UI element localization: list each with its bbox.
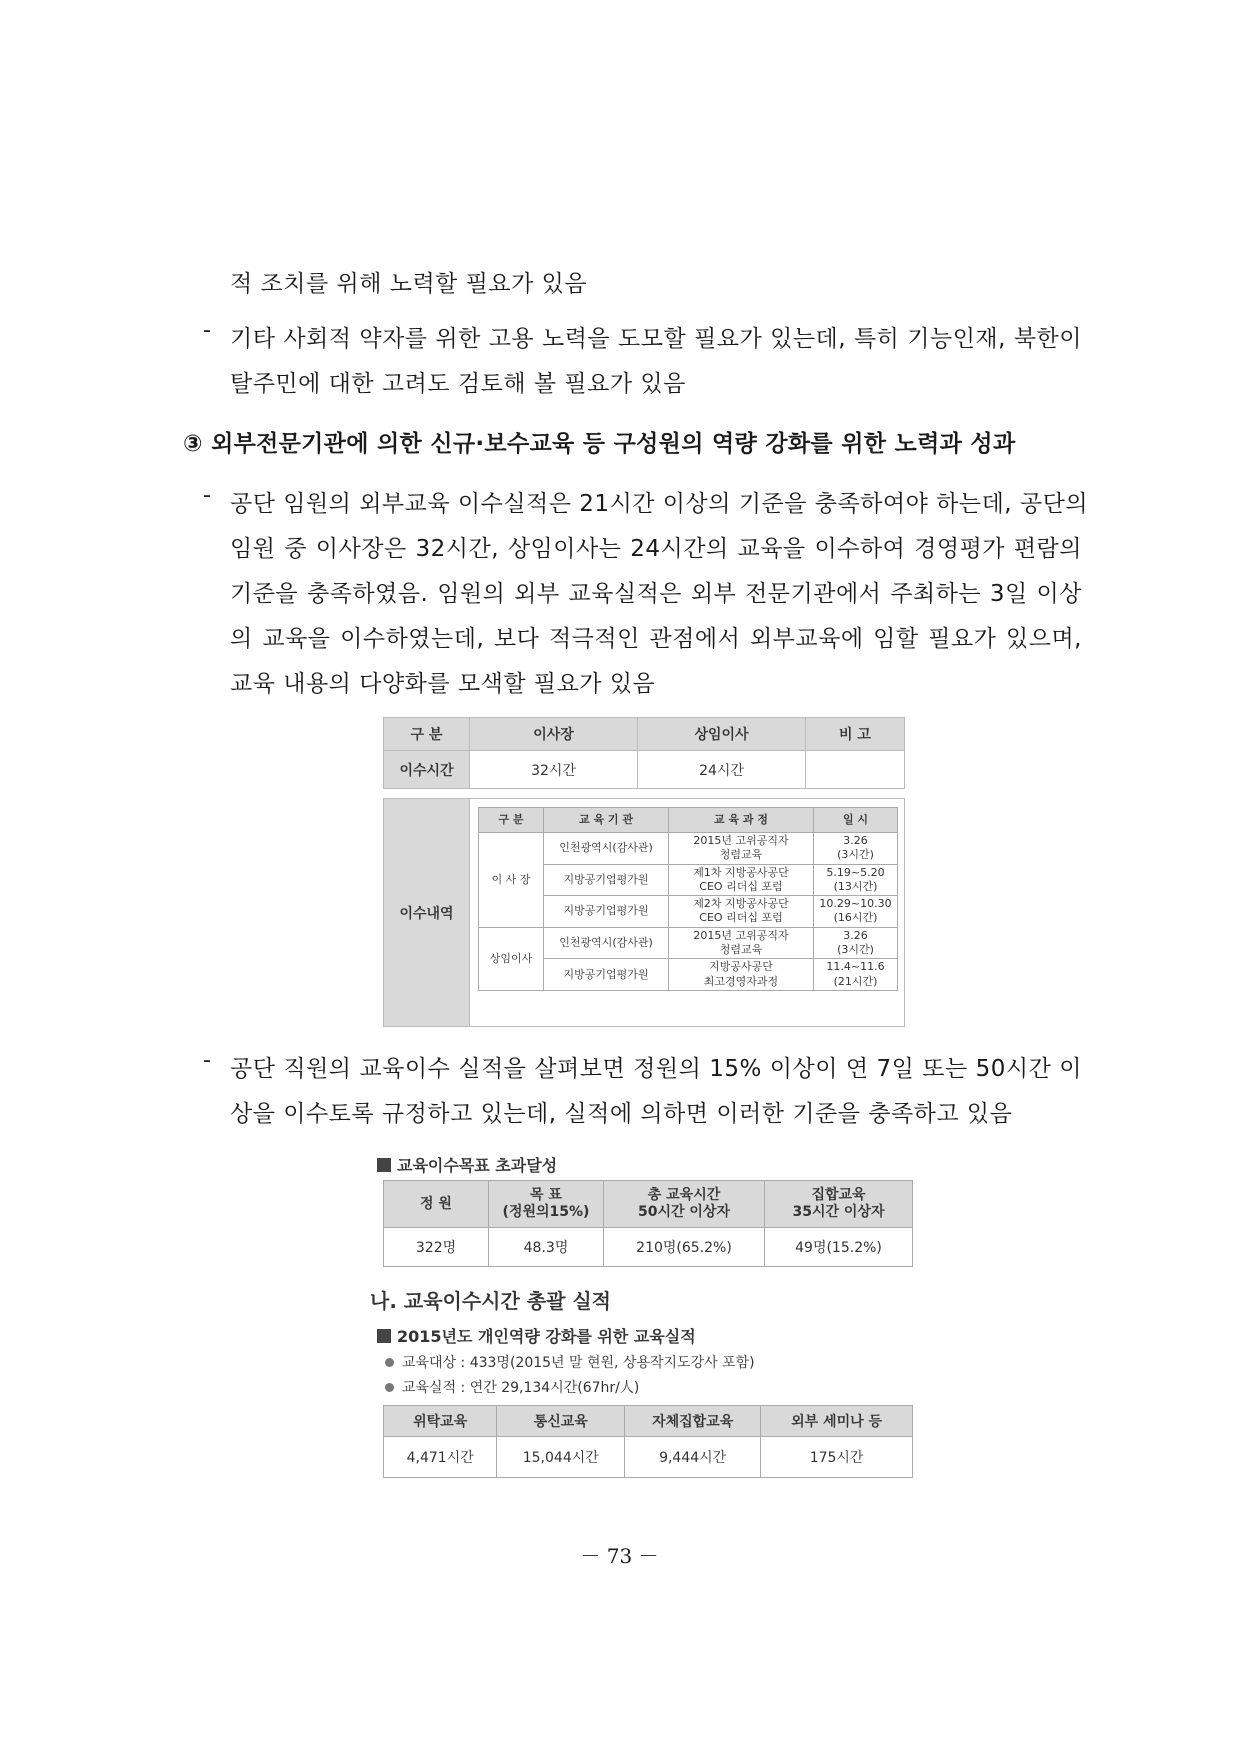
table-header: 상임이사 <box>638 718 806 751</box>
table-cell: 5.19~5.20 (13시간) <box>814 864 898 896</box>
section-heading: ③ 외부전문기관에 의한 신규·보수교육 등 구성원의 역량 강화를 위한 노력과 성과 <box>183 431 1016 457</box>
para-line: 탈주민에 대한 고려도 검토해 볼 필요가 있음 <box>230 371 686 397</box>
table-cell: 32시간 <box>470 751 638 789</box>
table-cell: 제2차 지방공사공단 CEO 리더십 포럼 <box>669 896 814 928</box>
para-line: 상을 이수토록 규정하고 있는데, 실적에 의하면 이러한 기준을 충족하고 있음 <box>230 1101 1013 1127</box>
table-cell: 9,444시간 <box>625 1437 761 1478</box>
table-header: 통신교육 <box>497 1406 625 1437</box>
table-header: 교 육 과 정 <box>669 808 814 833</box>
table-header: 집합교육 35시간 이상자 <box>765 1181 913 1228</box>
para-continuation: 적 조치를 위해 노력할 필요가 있음 <box>230 271 588 297</box>
row-label: 이수내역 <box>384 799 470 1027</box>
table-cell: 4,471시간 <box>384 1437 497 1478</box>
para-line: 의 교육을 이수하였는데, 보다 적극적인 관점에서 외부교육에 임할 필요가 있으며, <box>230 626 1082 652</box>
table-cell: 인천광역시(감사관) <box>544 833 669 865</box>
table-cell: 24시간 <box>638 751 806 789</box>
table-cell: 인천광역시(감사관) <box>544 927 669 959</box>
para-line: 기타 사회적 약자를 위한 고용 노력을 도모할 필요가 있는데, 특히 기능인재, 북한이 <box>230 326 1082 352</box>
square-bullet-icon <box>377 1158 391 1172</box>
para-line: 기준을 충족하였음. 임원의 외부 교육실적은 외부 전문기관에서 주최하는 3일 이상 <box>230 581 1082 607</box>
table-cell: 2015년 고위공직자 청렴교육 <box>669 833 814 865</box>
table-header: 일 시 <box>814 808 898 833</box>
table-row <box>384 1228 913 1267</box>
table-cell <box>806 751 905 789</box>
table-cell: 제1차 지방공사공단 CEO 리더십 포럼 <box>669 864 814 896</box>
table-header: 목 표 (정원의15%) <box>489 1181 604 1228</box>
table-header: 외부 세미나 등 <box>761 1406 913 1437</box>
square-bullet-icon <box>377 1329 391 1343</box>
table-cell: 48.3명 <box>489 1228 604 1267</box>
table-cell: 지방공기업평가원 <box>544 864 669 896</box>
table-cell: 11.4~11.6 (21시간) <box>814 959 898 991</box>
bullet-item: 교육대상 : 433명(2015년 말 현원, 상용작지도강사 포함) <box>385 1352 755 1372</box>
table-header: 총 교육시간 50시간 이상자 <box>604 1181 765 1228</box>
training-hours-table <box>383 1405 913 1478</box>
dash-bullet: - <box>203 1048 211 1073</box>
para-line: 공단 직원의 교육이수 실적을 살펴보면 정원의 15% 이상이 연 7일 또는 50시간 이 <box>230 1056 1082 1082</box>
table-header: 교 육 기 관 <box>544 808 669 833</box>
table-cell: 지방공기업평가원 <box>544 959 669 991</box>
table-cell: 지방공기업평가원 <box>544 896 669 928</box>
staff-training-target-table <box>383 1180 913 1267</box>
table-cell: 175시간 <box>761 1437 913 1478</box>
row-label: 이 사 장 <box>479 833 544 928</box>
table-cell: 210명(65.2%) <box>604 1228 765 1267</box>
bullet-item: 교육실적 : 연간 29,134시간(67hr/人) <box>385 1377 639 1397</box>
table-cell: 15,044시간 <box>497 1437 625 1478</box>
dash-bullet: - <box>203 318 211 343</box>
table-header: 이사장 <box>470 718 638 751</box>
row-label: 이수시간 <box>384 751 470 789</box>
dash-bullet: - <box>203 483 211 508</box>
table-cell: 3.26 (3시간) <box>814 927 898 959</box>
circle-bullet-icon <box>385 1358 394 1367</box>
table-header: 정 원 <box>384 1181 489 1228</box>
page-number: － 73 － <box>580 1544 659 1568</box>
table-caption: 교육이수목표 초과달성 <box>377 1153 557 1176</box>
table-cell: 49명(15.2%) <box>765 1228 913 1267</box>
table-header: 위탁교육 <box>384 1406 497 1437</box>
row-label: 상임이사 <box>479 927 544 990</box>
table-cell: 322명 <box>384 1228 489 1267</box>
table-header: 구 분 <box>384 718 470 751</box>
circle-bullet-icon <box>385 1383 394 1392</box>
table-header: 비 고 <box>806 718 905 751</box>
table-header: 자체집합교육 <box>625 1406 761 1437</box>
para-line: 교육 내용의 다양화를 모색할 필요가 있음 <box>230 671 656 697</box>
table-cell: 10.29~10.30 (16시간) <box>814 896 898 928</box>
table-row <box>479 833 898 865</box>
detail-table <box>478 807 898 991</box>
table-caption: 2015년도 개인역량 강화를 위한 교육실적 <box>377 1324 696 1347</box>
table-cell: 3.26 (3시간) <box>814 833 898 865</box>
table-row <box>479 927 898 959</box>
para-line: 임원 중 이사장은 32시간, 상임이사는 24시간의 교육을 이수하여 경영평가 편람의 <box>230 536 1082 562</box>
executive-training-table <box>383 717 905 1027</box>
para-line: 공단 임원의 외부교육 이수실적은 21시간 이상의 기준을 충족하여야 하는데, 공단의 <box>230 491 1089 517</box>
subsection-heading: 나. 교육이수시간 총괄 실적 <box>370 1289 612 1313</box>
table-row <box>384 1437 913 1478</box>
table-header: 구 분 <box>479 808 544 833</box>
table-cell: 지방공사공단 최고경영자과정 <box>669 959 814 991</box>
table-cell: 2015년 고위공직자 청렴교육 <box>669 927 814 959</box>
